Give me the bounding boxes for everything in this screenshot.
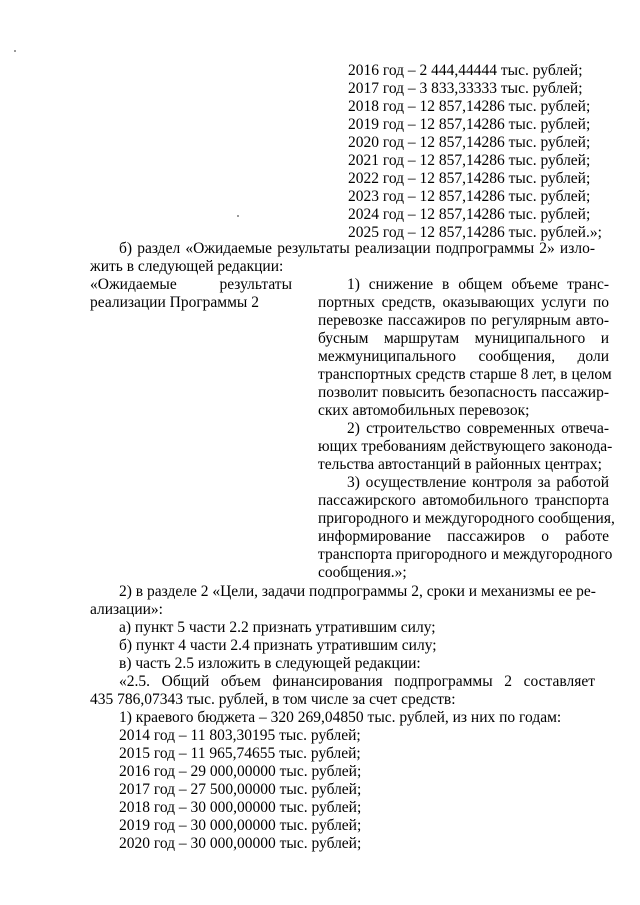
regional-budget-year-line: 2018 год – 30 000,00000 тыс. рублей; <box>119 799 362 816</box>
paragraph-b-line: жить в следующей редакции: <box>90 258 284 275</box>
result-item-line: сообщения.»; <box>318 564 407 581</box>
funding-year-line: 2018 год – 12 857,14286 тыс. рублей; <box>348 98 591 115</box>
section-2-line: 435 786,07343 тыс. рублей, в том числе за счет средств: <box>90 691 456 708</box>
section-2-line: «2.5. Общий объем финансирования подпрограммы 2 составляет <box>119 673 595 690</box>
section-2-line: ализации»: <box>90 601 163 618</box>
funding-year-line: 2025 год – 12 857,14286 тыс. рублей.»; <box>348 224 602 241</box>
result-item-line: 1) снижение в общем объеме транс- <box>347 276 609 293</box>
section-2-line: а) пункт 5 части 2.2 признать утратившим силу; <box>119 619 436 636</box>
result-item-line: портных средств, оказывающих услуги по <box>318 294 609 311</box>
result-item-line: транспортных средств старше 8 лет, в целом <box>318 366 612 383</box>
result-item-line: 2) строительство современных отвеча- <box>347 420 609 437</box>
result-item-line: пригородного и междугородного сообщения, <box>318 510 615 527</box>
regional-budget-year-line: 2017 год – 27 500,00000 тыс. рублей; <box>119 781 362 798</box>
result-item-line: пассажирского автомобильного транспорта <box>318 492 609 509</box>
result-item-line: перевозке пассажиров по регулярным авто- <box>318 312 609 329</box>
expected-results-label: реализации Программы 2 <box>90 294 259 311</box>
section-2-line: в) часть 2.5 изложить в следующей редакции: <box>119 655 421 672</box>
result-item-line: ских автомобильных перевозок; <box>318 402 530 419</box>
expected-results-label: «Ожидаемые результаты <box>90 276 292 293</box>
funding-year-line: 2024 год – 12 857,14286 тыс. рублей; <box>348 206 591 223</box>
regional-budget-year-line: 2019 год – 30 000,00000 тыс. рублей; <box>119 817 362 834</box>
funding-year-line: 2023 год – 12 857,14286 тыс. рублей; <box>348 188 591 205</box>
funding-year-line: 2016 год – 2 444,44444 тыс. рублей; <box>348 62 583 79</box>
funding-year-line: 2019 год – 12 857,14286 тыс. рублей; <box>348 116 591 133</box>
result-item-line: бусным маршрутам муниципального и <box>318 330 609 347</box>
scan-speck <box>14 50 16 52</box>
funding-year-line: 2017 год – 3 833,33333 тыс. рублей; <box>348 80 583 97</box>
result-item-line: 3) осуществление контроля за работой <box>347 474 609 491</box>
funding-year-line: 2022 год – 12 857,14286 тыс. рублей; <box>348 170 591 187</box>
paragraph-b-line: б) раздел «Ожидаемые результаты реализации подпрограммы 2» изло- <box>119 240 595 257</box>
section-2-line: 2) в разделе 2 «Цели, задачи подпрограммы 2, сроки и механизмы ее ре- <box>119 583 596 600</box>
regional-budget-year-line: 2014 год – 11 803,30195 тыс. рублей; <box>119 727 361 744</box>
result-item-line: межмуниципального сообщения, доли <box>318 348 609 365</box>
section-2-line: б) пункт 4 части 2.4 признать утратившим силу; <box>119 637 437 654</box>
result-item-line: информирование пассажиров о работе <box>318 528 609 545</box>
result-item-line: тельства автостанций в районных центрах; <box>318 456 602 473</box>
section-2-line: 1) краевого бюджета – 320 269,04850 тыс. рублей, из них по годам: <box>119 709 562 726</box>
result-item-line: транспорта пригородного и междугородного <box>318 546 613 563</box>
regional-budget-year-line: 2015 год – 11 965,74655 тыс. рублей; <box>119 745 361 762</box>
scan-speck <box>237 215 239 217</box>
funding-year-line: 2021 год – 12 857,14286 тыс. рублей; <box>348 152 591 169</box>
result-item-line: позволит повысить безопасность пассажир- <box>318 384 609 401</box>
funding-year-line: 2020 год – 12 857,14286 тыс. рублей; <box>348 134 591 151</box>
result-item-line: ющих требованиям действующего законода- <box>318 438 613 455</box>
regional-budget-year-line: 2020 год – 30 000,00000 тыс. рублей; <box>119 835 362 852</box>
regional-budget-year-line: 2016 год – 29 000,00000 тыс. рублей; <box>119 763 362 780</box>
